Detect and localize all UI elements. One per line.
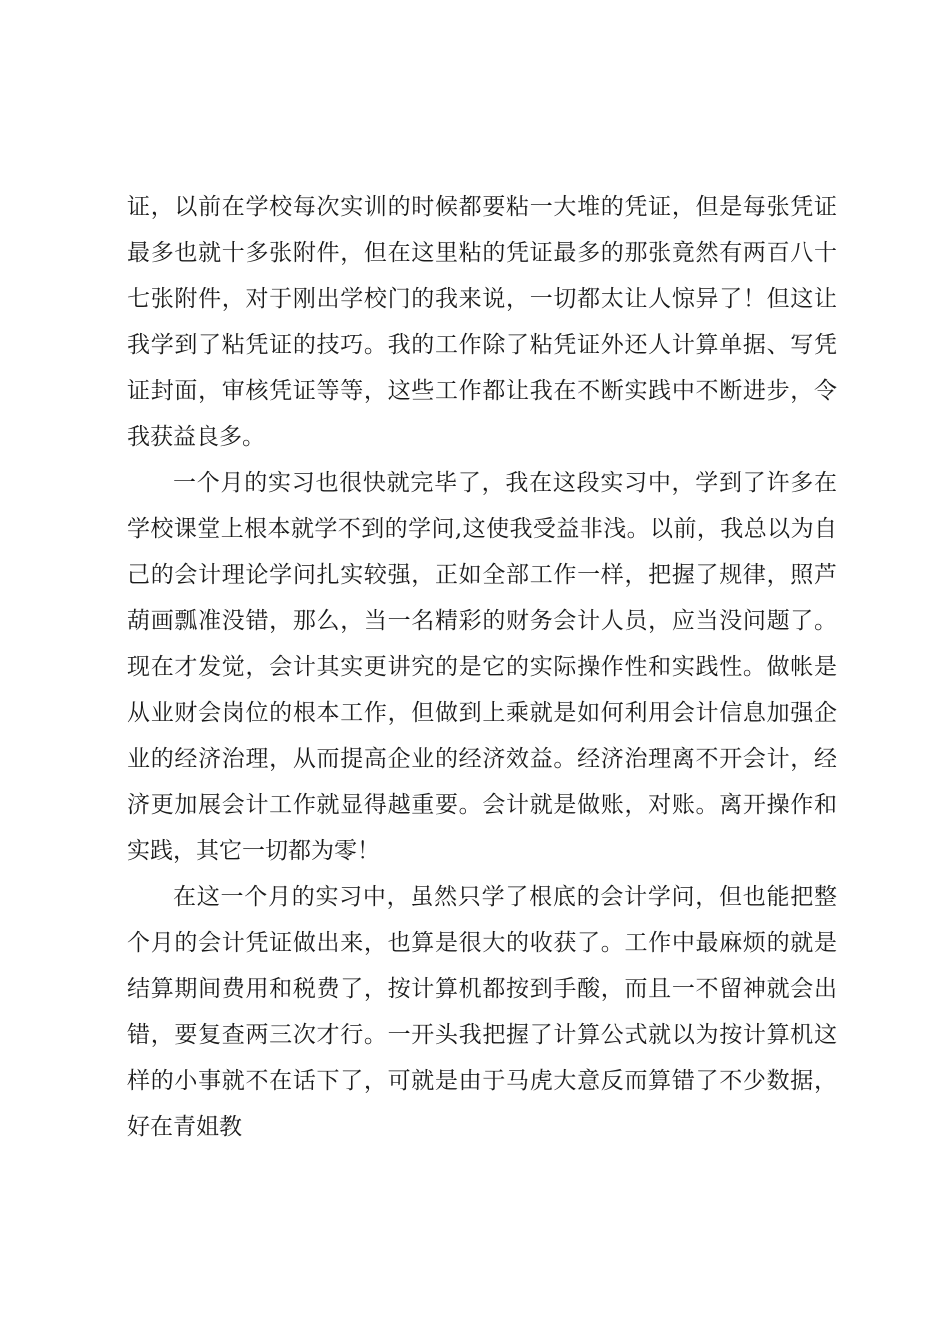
paragraph-internship-summary: 一个月的实习也很快就完毕了，我在这段实习中，学到了许多在学校课堂上根本就学不到的学问,这使我受益非浅。以前，我总以为自己的会计理论学问扎实较强，正如全部工作一样，把握了规律，照芦葫画瓢准没错，那么，当一名精彩的财务会计人员，应当没问题了。现在才发觉，会计其实更讲究的是它的实际操作性和实践性。做帐是从业财会岗位的根本工作，但做到上乘就是如何利用会计信息加强企业的经济治理，从而提高企业的经济效益。经济治理离不开会计，经济更加展会计工作就显得越重要。会计就是做账，对账。离开操作和实践，其它一切都为零！ — [127, 470, 837, 864]
paragraph-continuation: 证，以前在学校每次实训的时候都要粘一大堆的凭证，但是每张凭证最多也就十多张附件，但在这里粘的凭证最多的那张竟然有两百八十七张附件，对于刚出学校门的我来说，一切都太让人惊异了！但这让我学到了粘凭证的技巧。我的工作除了粘凭证外还人计算单据、写凭证封面，审核凭证等等，这些工作都让我在不断实践中不断进步，令我获益良多。 — [127, 194, 837, 450]
document-body — [127, 184, 837, 1150]
paragraph-monthly-experience: 在这一个月的实习中，虽然只学了根底的会计学问，但也能把整个月的会计凭证做出来，也算是很大的收获了。工作中最麻烦的就是结算期间费用和税费了，按计算机都按到手酸，而且一不留神就会出错，要复查两三次才行。一开头我把握了计算公式就以为按计算机这样的小事就不在话下了，可就是由于马虎大意反而算错了不少数据，好在青姐教 — [127, 884, 837, 1140]
